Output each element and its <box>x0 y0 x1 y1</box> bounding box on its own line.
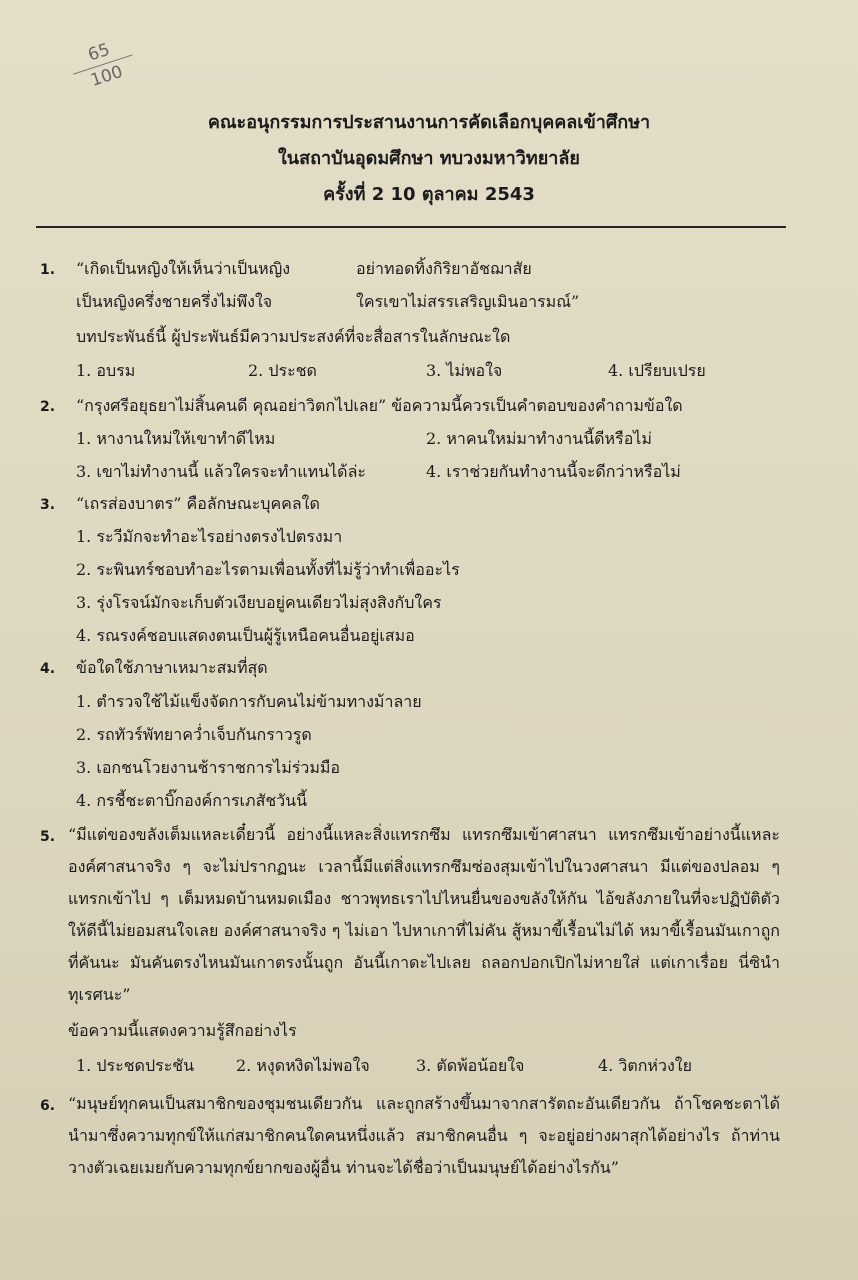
answer-option: 2. รถทัวร์พัทยาคว่ำเจ็บกันกราวรูด <box>76 725 312 744</box>
passage: “มีแต่ของขลังเต็มแหละเดี๋ยวนี้ อย่างนี้แหละสิ่งแทรกซึม แทรกซึมเข้าศาสนา แทรกซึมเข้าอย่างนี้แหละ องค์ศาสนาจริง ๆ จะไม่ปรากฏนะ เวลานี้มีแต่สิ่งแทรกซึมซ่องสุมเข้าไปในวงศาสนา มีแต่ของปลอม ๆ แทรกเข้าไป ๆ เต็มหมดบ้านหมดเมือง ชาวพุทธเราไปไหนยื่นของขลังให้กัน ไอ้ขลังภายในที่จะปฏิบัติตัวให้ดีนี้ไม่ยอมสนใจเลย องค์ศาสนาจริง ๆ ไม่เอา ไปหาเกาที่ไม่คัน สู้หมาขี้เรื้อนไม่ได้ หมาขี้เรื้อนมันเกาถูกที่คันนะ มันคันตรงไหนมันเกาตรงนั้นถูก อันนี้เกาดะไปเลย ถลอกปอกเปิกไม่หายใส่ แต่เกาเรื่อย นี่ซินำทุเรศนะ” <box>68 825 780 1004</box>
poem-line: ใครเขาไม่สรรเสริญเมินอารมณ์” <box>356 292 580 311</box>
question-number: 1. <box>40 262 56 278</box>
answer-option: 4. วิตกห่วงใย <box>598 1056 692 1075</box>
question-number: 4. <box>40 661 56 677</box>
handwritten-score <box>63 32 144 97</box>
header-divider <box>36 226 786 228</box>
question-number: 3. <box>40 497 56 513</box>
question-prompt: บทประพันธ์นี้ ผู้ประพันธ์มีความประสงค์ที่จะสื่อสารในลักษณะใด <box>76 327 511 346</box>
score-bottom: 100 <box>88 62 126 92</box>
answer-option: 2. ประชด <box>248 361 317 380</box>
answer-option: 1. ประชดประชัน <box>76 1056 195 1075</box>
answer-option: 4. รณรงค์ชอบแสดงตนเป็นผู้รู้เหนือคนอื่นอยู่เสมอ <box>76 626 415 645</box>
poem-line: เป็นหญิงครึ่งชายครึ่งไม่พึงใจ <box>76 292 273 311</box>
header-line-1: คณะอนุกรรมการประสานงานการคัดเลือกบุคคลเข้าศึกษา <box>207 112 651 133</box>
answer-option: 3. เอกชนโวยงานช้าราชการไม่ร่วมมือ <box>76 758 341 777</box>
answer-option: 1. อบรม <box>76 361 136 380</box>
answer-option: 3. รุ่งโรจน์มักจะเก็บตัวเงียบอยู่คนเดียวไม่สุงสิงกับใคร <box>76 593 442 612</box>
question-prompt: ข้อความนี้แสดงความรู้สึกอย่างไร <box>68 1021 297 1040</box>
question-prompt: “กรุงศรีอยุธยาไม่สิ้นคนดี คุณอย่าวิตกไปเลย” ข้อความนี้ควรเป็นคำตอบของคำถามข้อใด <box>76 396 683 415</box>
answer-option: 3. ตัดพ้อน้อยใจ <box>416 1056 525 1075</box>
question-number: 2. <box>40 399 56 415</box>
question-prompt: “เถรส่องบาตร” คือลักษณะบุคคลใด <box>76 494 320 513</box>
answer-option: 3. ไม่พอใจ <box>426 361 503 380</box>
poem-line: อย่าทอดทิ้งกิริยาอัชฌาสัย <box>356 259 532 278</box>
answer-option: 4. เราช่วยกันทำงานนี้จะดีกว่าหรือไม่ <box>426 462 681 481</box>
question-number: 5. <box>40 829 56 845</box>
header-line-2: ในสถาบันอุดมศึกษา ทบวงมหาวิทยาลัย <box>278 148 580 169</box>
answer-option: 2. หาคนใหม่มาทำงานนี้ดีหรือไม่ <box>426 429 652 448</box>
question-number: 6. <box>40 1098 56 1114</box>
poem-line: “เกิดเป็นหญิงให้เห็นว่าเป็นหญิง <box>76 259 291 278</box>
answer-option: 2. หงุดหงิดไม่พอใจ <box>236 1056 370 1075</box>
answer-option: 3. เขาไม่ทำงานนี้ แล้วใครจะทำแทนได้ล่ะ <box>76 462 366 481</box>
answer-option: 1. ตำรวจใช้ไม้แข็งจัดการกับคนไม่ข้ามทางม้าลาย <box>76 692 422 711</box>
answer-option: 2. ระพินทร์ชอบทำอะไรตามเพื่อนทั้งที่ไม่รู้ว่าทำเพื่ออะไร <box>76 560 460 579</box>
answer-option: 1. หางานใหม่ให้เขาทำดีไหม <box>76 429 276 448</box>
answer-option: 4. กรชี้ชะตาบิ๊กองค์การเภสัชวันนี้ <box>76 791 308 810</box>
score-top: 65 <box>85 39 113 66</box>
document-header <box>0 105 858 213</box>
answer-option: 1. ระวีมักจะทำอะไรอย่างตรงไปตรงมา <box>76 527 343 546</box>
passage: “มนุษย์ทุกคนเป็นสมาชิกของชุมชนเดียวกัน และถูกสร้างขึ้นมาจากสารัตถะอันเดียวกัน ถ้าโชคชะตาได้นำมาซึ่งความทุกข์ให้แก่สมาชิกคนใดคนหนึ่งแล้ว สมาชิกคนอื่น ๆ จะอยู่อย่างผาสุกได้อย่างไร ถ้าท่านวางตัวเฉยเมยกับความทุกข์ยากของผู้อื่น ท่านจะได้ชื่อว่าเป็นมนุษย์ได้อย่างไรกัน” <box>68 1094 780 1177</box>
header-line-3: ครั้งที่ 2 10 ตุลาคม 2543 <box>323 184 535 205</box>
question-prompt: ข้อใดใช้ภาษาเหมาะสมที่สุด <box>76 658 268 677</box>
answer-option: 4. เปรียบเปรย <box>608 361 706 380</box>
